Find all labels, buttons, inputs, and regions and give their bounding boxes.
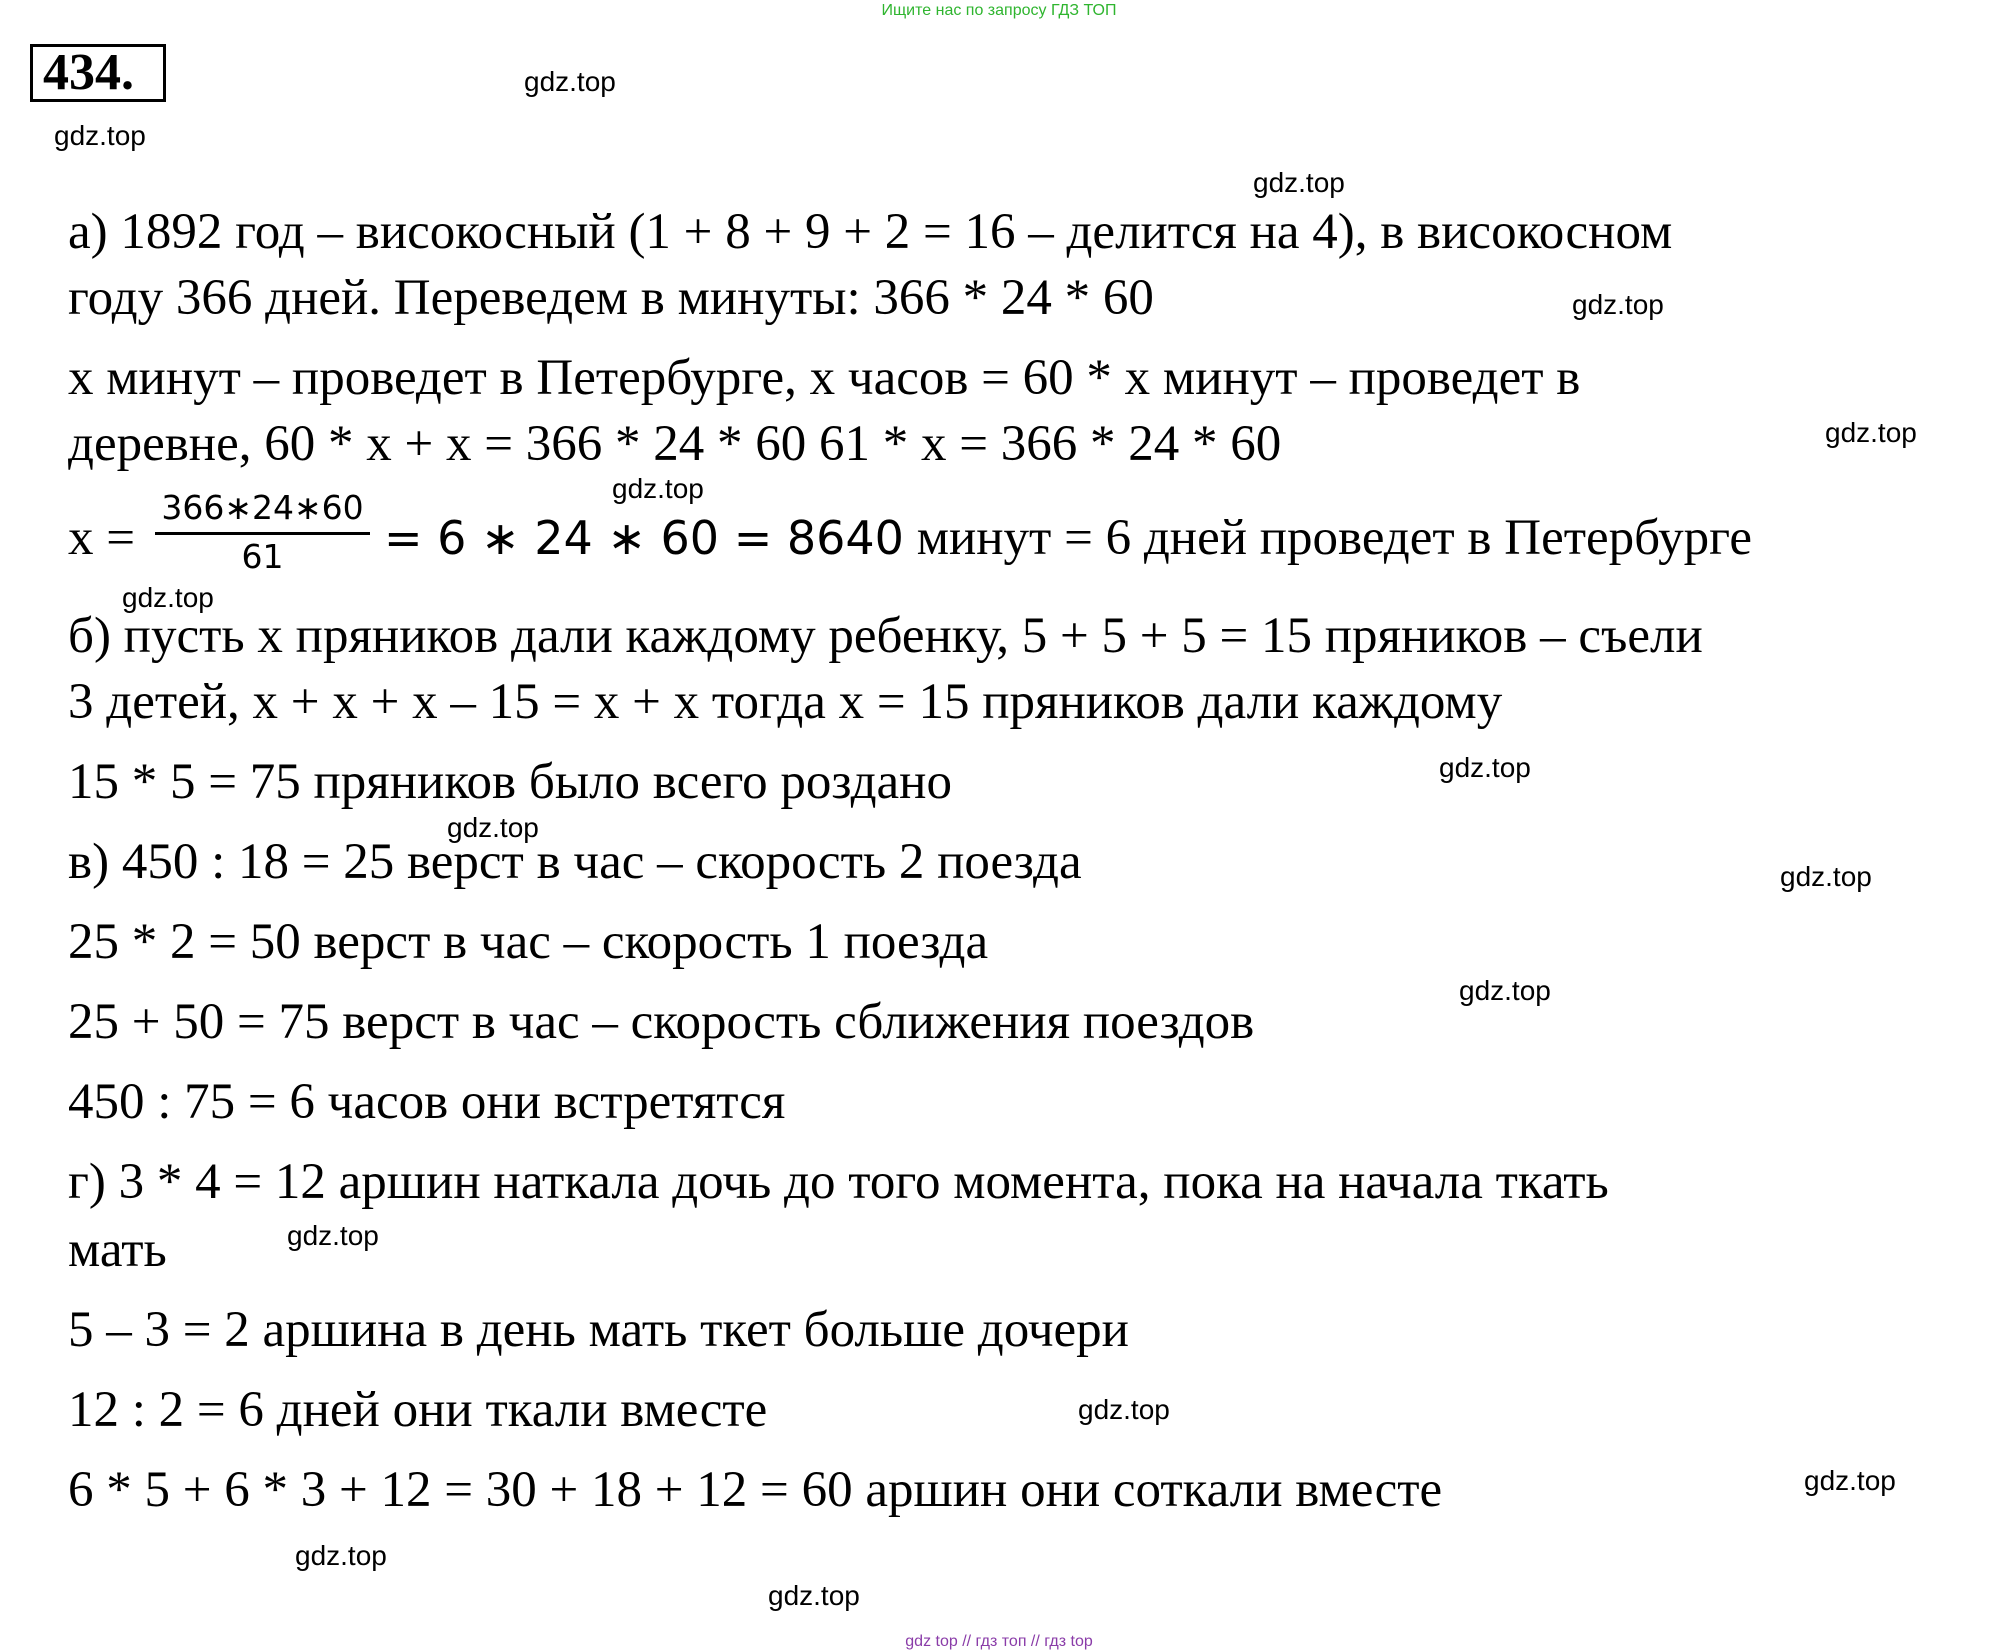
footer-links[interactable]: gdz top // гдз топ // гдз top bbox=[905, 1633, 1093, 1650]
line-g5: 6 * 5 + 6 * 3 + 12 = 30 + 18 + 12 = 60 аршин они соткали вместе bbox=[68, 1462, 1443, 1518]
fraction-bar bbox=[155, 532, 370, 535]
top-banner[interactable]: Ищите нас по запросу ГДЗ ТОП bbox=[881, 2, 1117, 19]
watermark: gdz.top bbox=[1825, 417, 1917, 448]
line-b3: 15 * 5 = 75 пряников было всего роздано bbox=[68, 754, 952, 810]
line-b1: б) пусть х пряников дали каждому ребенку, 5 + 5 + 5 = 15 пряников – съели bbox=[68, 608, 1703, 664]
watermark: gdz.top bbox=[1780, 861, 1872, 892]
watermark: gdz.top bbox=[1804, 1465, 1896, 1496]
watermark: gdz.top bbox=[54, 120, 146, 151]
watermark: gdz.top bbox=[1439, 752, 1531, 783]
watermark: gdz.top bbox=[524, 66, 616, 97]
line-a5-math: = 6 ∗ 24 ∗ 60 = 8640 bbox=[384, 511, 904, 565]
line-v3: 25 + 50 = 75 верст в час – скорость сближения поездов bbox=[68, 994, 1255, 1050]
watermark: gdz.top bbox=[287, 1220, 379, 1251]
line-v4: 450 : 75 = 6 часов они встретятся bbox=[68, 1074, 786, 1130]
watermark: gdz.top bbox=[1253, 167, 1345, 198]
watermark: gdz.top bbox=[447, 812, 539, 843]
line-v2: 25 * 2 = 50 верст в час – скорость 1 поезда bbox=[68, 914, 989, 970]
watermark: gdz.top bbox=[768, 1580, 860, 1611]
line-g1: г) 3 * 4 = 12 аршин наткала дочь до того момента, пока на начала ткать bbox=[68, 1154, 1609, 1210]
watermark: gdz.top bbox=[295, 1540, 387, 1571]
line-a1: а) 1892 год – високосный (1 + 8 + 9 + 2 = 16 – делится на 4), в високосном bbox=[68, 204, 1673, 260]
line-a4: деревне, 60 * х + х = 366 * 24 * 60 61 * х = 366 * 24 * 60 bbox=[68, 416, 1282, 472]
fraction bbox=[155, 488, 370, 577]
line-g2: мать bbox=[68, 1222, 167, 1278]
line-a2: году 366 дней. Переведем в минуты: 366 * 24 * 60 bbox=[68, 270, 1154, 326]
line-v1: в) 450 : 18 = 25 верст в час – скорость 2 поезда bbox=[68, 834, 1082, 890]
line-b2: 3 детей, х + х + х – 15 = х + х тогда х = 15 пряников дали каждому bbox=[68, 674, 1503, 730]
line-a3: х минут – проведет в Петербурге, х часов = 60 * х минут – проведет в bbox=[68, 350, 1581, 406]
problem-number: 434. bbox=[30, 44, 166, 102]
line-a5-suffix: минут = 6 дней проведет в Петербурге bbox=[916, 510, 1753, 566]
line-g3: 5 – 3 = 2 аршина в день мать ткет больше дочери bbox=[68, 1302, 1129, 1358]
watermark: gdz.top bbox=[1078, 1394, 1170, 1425]
watermark: gdz.top bbox=[612, 473, 704, 504]
line-a5-prefix: х = bbox=[68, 510, 136, 566]
fraction-denominator: 61 bbox=[241, 537, 284, 576]
line-a5-result bbox=[384, 508, 1752, 568]
watermark: gdz.top bbox=[1572, 289, 1664, 320]
fraction-numerator: 366∗24∗60 bbox=[161, 488, 364, 527]
watermark: gdz.top bbox=[1459, 975, 1551, 1006]
watermark: gdz.top bbox=[122, 582, 214, 613]
line-g4: 12 : 2 = 6 дней они ткали вместе bbox=[68, 1382, 768, 1438]
